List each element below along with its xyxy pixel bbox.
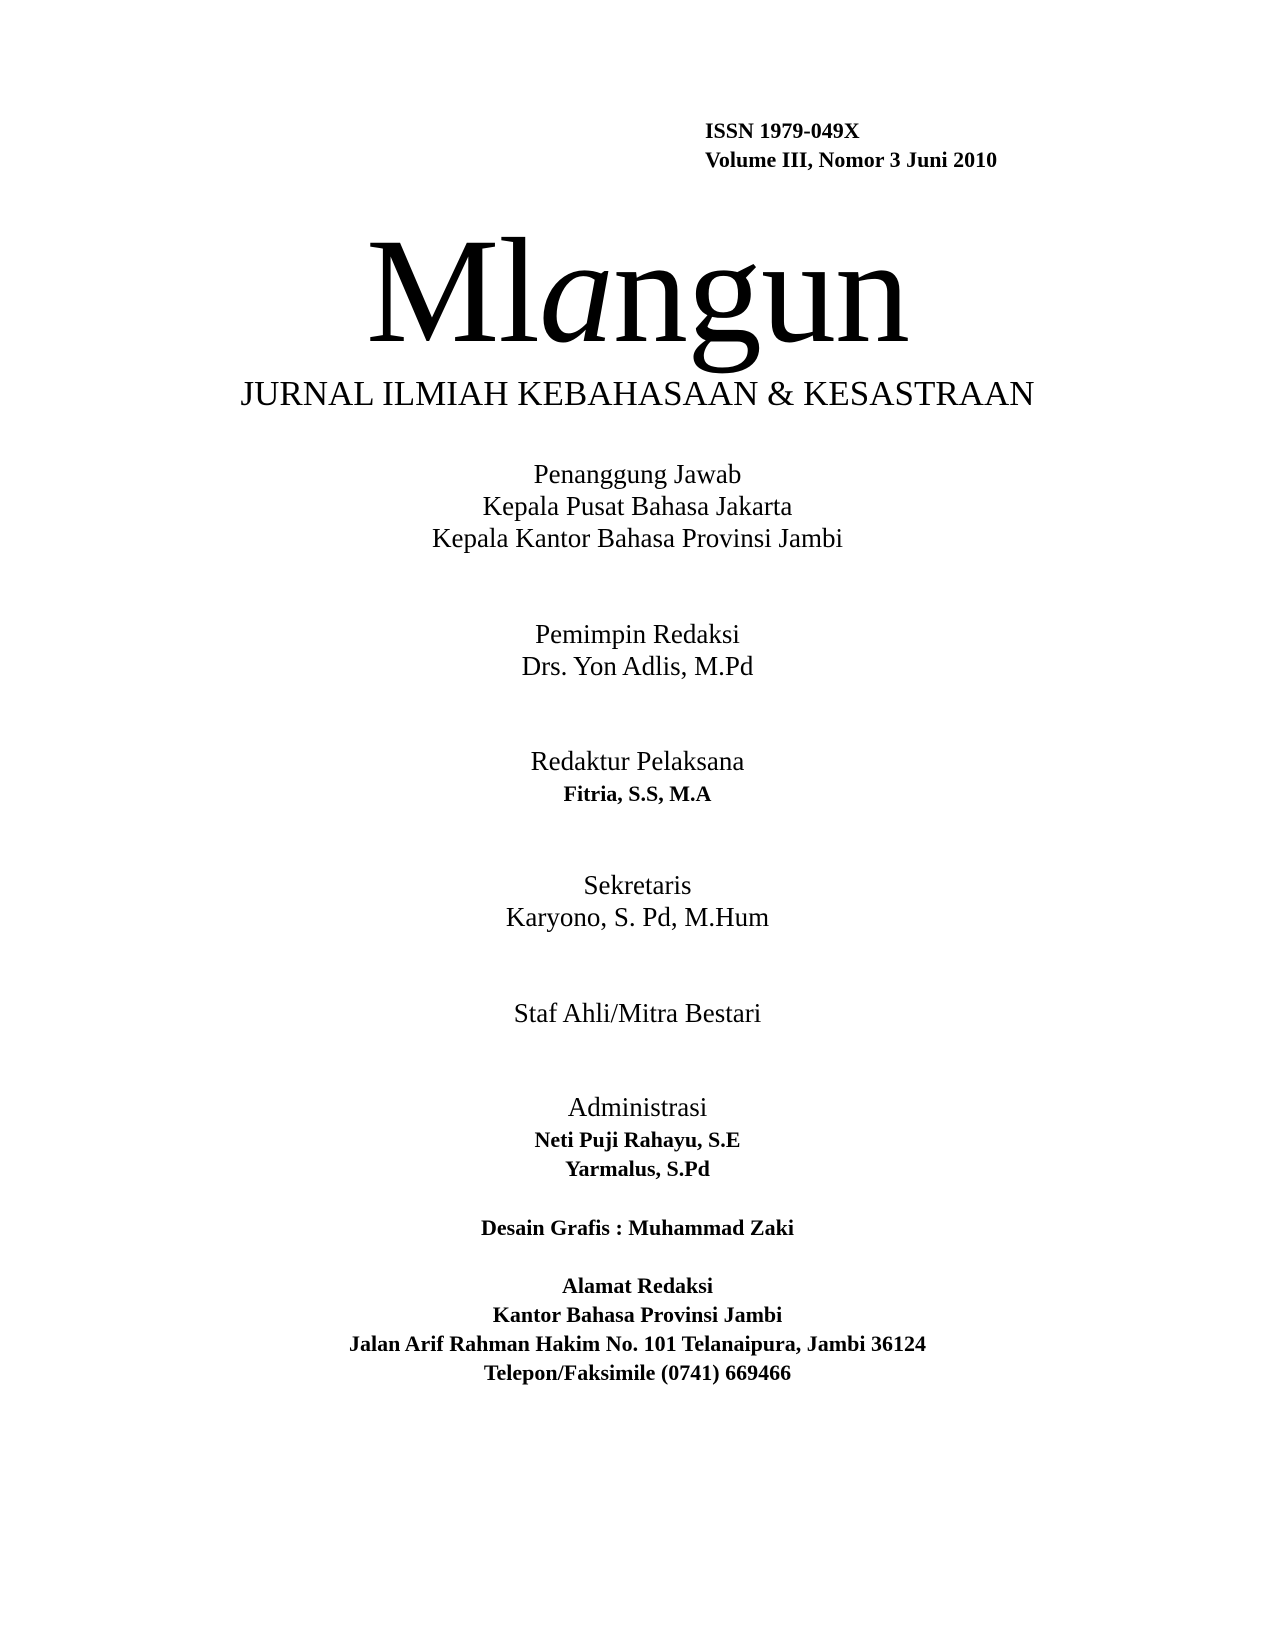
sekretaris-name: Karyono, S. Pd, M.Hum — [505, 902, 770, 932]
penanggung-jawab-name: Kepala Kantor Bahasa Provinsi Jambi — [432, 523, 843, 553]
journal-title-part3: ngun — [613, 208, 910, 374]
alamat-line: Kantor Bahasa Provinsi Jambi — [492, 1302, 783, 1327]
administrasi-label: Administrasi — [567, 1092, 708, 1122]
alamat-line: Jalan Arif Rahman Hakim No. 101 Telanaipura, Jambi 36124 — [349, 1331, 926, 1356]
volume-info: Volume III, Nomor 3 Juni 2010 — [705, 147, 998, 172]
issn-block — [705, 116, 997, 174]
desain-grafis: Desain Grafis : Muhammad Zaki — [481, 1215, 794, 1240]
journal-subtitle: JURNAL ILMIAH KEBAHASAAN & KESASTRAAN — [240, 374, 1035, 413]
administrasi-name: Yarmalus, S.Pd — [565, 1156, 710, 1181]
alamat-line: Telepon/Faksimile (0741) 669466 — [483, 1360, 792, 1385]
redaktur-pelaksana-name: Fitria, S.S, M.A — [563, 781, 712, 806]
penanggung-jawab-label: Penanggung Jawab — [533, 459, 742, 489]
journal-title-part1: Ml — [365, 208, 540, 374]
sekretaris-label: Sekretaris — [583, 870, 692, 900]
issn-number: ISSN 1979-049X — [705, 118, 860, 143]
redaktur-pelaksana-label: Redaktur Pelaksana — [530, 746, 745, 776]
pemimpin-redaksi-label: Pemimpin Redaksi — [535, 619, 740, 649]
journal-title — [0, 206, 1275, 376]
administrasi-name: Neti Puji Rahayu, S.E — [534, 1127, 741, 1152]
pemimpin-redaksi-name: Drs. Yon Adlis, M.Pd — [521, 651, 754, 681]
alamat-redaksi-label: Alamat Redaksi — [562, 1273, 713, 1298]
journal-title-part2: a — [539, 208, 614, 374]
staf-ahli-label: Staf Ahli/Mitra Bestari — [513, 998, 762, 1028]
penanggung-jawab-name: Kepala Pusat Bahasa Jakarta — [482, 491, 793, 521]
